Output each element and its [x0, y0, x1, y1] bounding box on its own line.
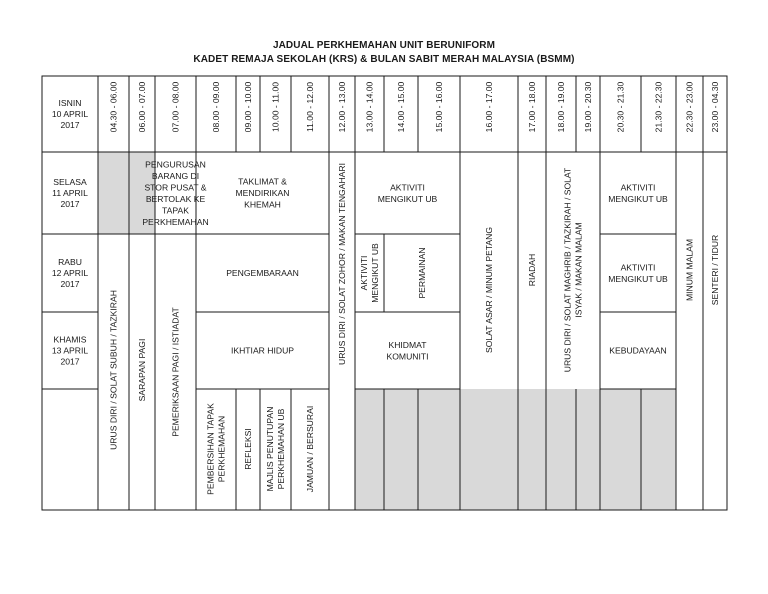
- time-slot-header: [654, 81, 664, 132]
- cell-pengurusan-line: STOR PUSAT &: [144, 182, 207, 193]
- day-label-line: 2017: [60, 356, 80, 367]
- cell-majlis-penutupan-line: MAJLIS PENUTUPAN: [265, 406, 275, 492]
- time-slot-header-line: 07.00 - 08.00: [170, 81, 181, 133]
- cell-urus-zohor-line: URUS DIRI / SOLAT ZOHOR / MAKAN TENGAHARI: [337, 163, 347, 365]
- day-label-line: ISNIN: [58, 98, 82, 108]
- time-slot-header: [527, 81, 537, 132]
- day-label-line: KHAMIS: [53, 334, 87, 345]
- day-label-line: 2017: [60, 120, 80, 130]
- day-label: [52, 98, 89, 130]
- cell-pembersihan-line: PERKHEMAHAN: [216, 415, 227, 483]
- title-line-1: JADUAL PERKHEMAHAN UNIT BERUNIFORM: [272, 40, 496, 51]
- day-label-line: RABU: [58, 257, 82, 267]
- cell-aktiviti-isnin-line: AKTIVITI: [390, 182, 425, 193]
- time-slot-header-line: 18.00 - 19.00: [556, 81, 566, 133]
- time-slot-header-line: 08.00 - 09.00: [211, 81, 221, 133]
- cell-senteri: [710, 235, 720, 306]
- time-slot-header-line: 09.00 - 10.00: [243, 81, 253, 133]
- time-slot-header: [337, 81, 347, 132]
- time-slot-header-line: 15.00 - 16.00: [434, 81, 444, 133]
- cell-aktiviti-isnin-night: [608, 182, 668, 204]
- cell-sarapan: [137, 339, 147, 402]
- cell-permainan-line: PERMAINAN: [417, 247, 427, 299]
- cell-majlis-penutupan-line: PERKHEMAHAN UB: [276, 408, 286, 490]
- time-slot-header-line: 11.00 - 12.00: [305, 81, 315, 133]
- time-slot-header: [243, 81, 253, 132]
- cell-sarapan-line: SARAPAN PAGI: [137, 338, 147, 402]
- cell-pengurusan-line: PERKHEMAHAN: [142, 216, 209, 227]
- cell-refleksi-line: REFLEKSI: [243, 428, 253, 470]
- cell-refleksi: [243, 428, 253, 470]
- cell-minum-malam-line: MINUM MALAM: [684, 238, 695, 302]
- time-slot-header-line: 04.30 - 06.00: [108, 81, 119, 133]
- cell-pembersihan-line: PEMBERSIHAN TAPAK: [205, 403, 216, 495]
- day-label-line: 12 APRIL: [51, 268, 89, 278]
- cell-urus-subuh-line: URUS DIRI / SOLAT SUBUH / TAZKIRAH: [108, 290, 119, 450]
- cell-jamuan-line: JAMUAN / BERSURAI: [305, 405, 315, 493]
- cell-ikhtiar-hidup-line: IKHTIAR HIDUP: [230, 345, 295, 356]
- time-slot-header-line: 12.00 - 13.00: [337, 81, 347, 133]
- time-slot-header: [305, 82, 315, 132]
- cell-solat-asar: [484, 227, 494, 353]
- time-slot-header-line: 14.00 - 15.00: [396, 81, 406, 133]
- time-slot-header-line: 17.00 - 18.00: [527, 81, 537, 133]
- cell-urus-subuh: [109, 290, 119, 450]
- time-slot-header-line: 19.00 - 20.30: [583, 81, 593, 133]
- time-slot-header-line: 16.00 - 17.00: [484, 81, 494, 133]
- blank-cell: [355, 389, 676, 510]
- day-label: [52, 257, 89, 289]
- time-slot-header-line: 23.00 - 04.30: [710, 81, 720, 133]
- cell-pemeriksaan-line: PEMERIKSAAN PAGI / ISTIADAT: [170, 307, 181, 437]
- cell-urus-zohor: [337, 163, 347, 365]
- cell-riadah: [527, 254, 537, 286]
- cell-aktiviti-selasa-line: AKTIVITI: [359, 255, 369, 291]
- cell-khidmat-komuniti: [386, 340, 428, 362]
- time-slot-header: [434, 81, 444, 132]
- cell-khidmat-komuniti-line: KOMUNITI: [386, 351, 429, 362]
- day-label-line: 11 APRIL: [52, 188, 88, 198]
- time-slot-header-line: 10.00 - 11.00: [270, 81, 281, 133]
- cell-pembersihan: [206, 403, 227, 495]
- cell-pengurusan-line: BARANG DI: [151, 170, 200, 181]
- cell-taklimat-line: MENDIRIKAN: [235, 188, 290, 198]
- time-slot-header: [211, 81, 221, 132]
- cell-urus-maghrib-line: ISYAK / MAKAN MALAM: [573, 222, 584, 318]
- cell-pengurusan-line: PENGURUSAN: [145, 159, 206, 170]
- cell-urus-maghrib: [563, 167, 584, 372]
- time-slot-header-line: 22.30 - 23.00: [684, 81, 695, 133]
- cell-aktiviti-isnin-line: MENGIKUT UB: [377, 193, 438, 204]
- time-slot-header: [583, 81, 593, 132]
- cell-aktiviti-selasa-night: [608, 262, 668, 284]
- day-label-line: 2017: [60, 279, 80, 289]
- time-slot-header: [271, 82, 281, 132]
- day-label-line: 2017: [60, 199, 80, 209]
- day-label-line: 10 APRIL: [51, 109, 89, 119]
- cell-kebudayaan: [609, 346, 666, 356]
- cell-aktiviti-selasa-night-line: AKTIVITI: [620, 262, 656, 273]
- cell-minum-malam: [685, 239, 695, 301]
- time-slot-header: [109, 81, 119, 132]
- time-slot-header: [396, 81, 406, 132]
- cell-riadah-line: RIADAH: [527, 253, 537, 287]
- title-line-2: KADET REMAJA SEKOLAH (KRS) & BULAN SABIT MERAH MALAYSIA (BSMM): [193, 54, 575, 65]
- cell-aktiviti-selasa-line: MENGIKUT UB: [370, 243, 380, 303]
- time-slot-header: [365, 81, 375, 132]
- day-label-line: SELASA: [53, 177, 87, 187]
- cell-aktiviti-selasa-night-line: MENGIKUT UB: [608, 273, 668, 284]
- cell-pengembaraan-line: PENGEMBARAAN: [226, 268, 299, 278]
- time-slot-header: [556, 81, 566, 132]
- cell-solat-asar-line: SOLAT ASAR / MINUM PETANG: [484, 226, 494, 354]
- cell-kebudayaan-line: KEBUDAYAAN: [609, 345, 667, 356]
- time-slot-header-line: 20.30 - 21.30: [615, 81, 626, 133]
- cell-taklimat-line: TAKLIMAT &: [238, 176, 287, 187]
- cell-majlis-penutupan: [265, 407, 286, 492]
- day-label: [52, 335, 89, 367]
- cell-urus-maghrib-line: URUS DIRI / SOLAT MAGHRIB / TAZKIRAH / SOLAT: [562, 167, 573, 373]
- cell-senteri-line: SENTERI / TIDUR: [710, 234, 720, 306]
- cell-permainan: [417, 247, 427, 298]
- day-label: [52, 177, 88, 209]
- time-slot-header-line: 21.30 - 22.30: [653, 81, 664, 133]
- cell-pengurusan-line: TAPAK: [162, 205, 189, 216]
- cell-aktiviti-isnin: [378, 182, 438, 204]
- time-slot-header: [685, 81, 695, 132]
- cell-khidmat-komuniti-line: KHIDMAT: [388, 339, 427, 350]
- cell-taklimat-line: KHEMAH: [244, 199, 281, 210]
- cell-pengurusan-line: BERTOLAK KE: [145, 193, 206, 204]
- cell-aktiviti-isnin-night-line: MENGIKUT UB: [608, 193, 668, 204]
- time-slot-header: [171, 81, 181, 132]
- day-label-line: 13 APRIL: [51, 345, 89, 356]
- cell-taklimat: [236, 177, 290, 210]
- cell-pengembaraan: [226, 268, 299, 278]
- time-slot-header: [710, 81, 720, 132]
- cell-aktiviti-isnin-night-line: AKTIVITI: [620, 182, 656, 193]
- cell-pemeriksaan: [171, 306, 181, 436]
- cell-jamuan: [305, 406, 315, 492]
- time-slot-header: [616, 81, 626, 132]
- cell-aktiviti-selasa: [359, 243, 380, 303]
- time-slot-header-line: 13.00 - 14.00: [364, 81, 375, 133]
- time-slot-header-line: 06.00 - 07.00: [137, 81, 147, 133]
- time-slot-header: [137, 81, 147, 132]
- time-slot-header: [484, 81, 494, 132]
- cell-ikhtiar-hidup: [231, 346, 294, 356]
